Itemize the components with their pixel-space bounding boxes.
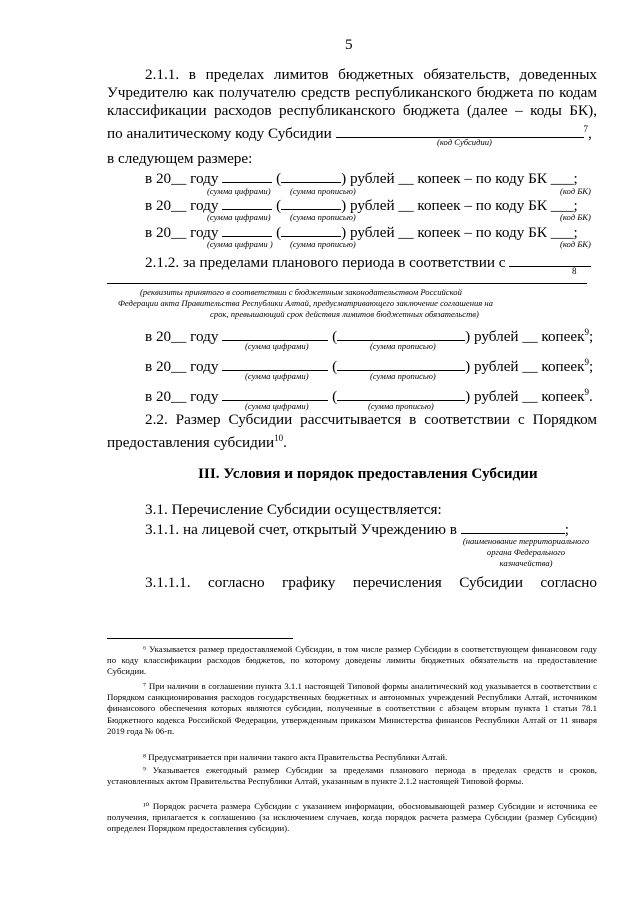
p3111-word: графику bbox=[282, 574, 336, 591]
year-label: в 20__ году bbox=[145, 328, 219, 346]
year-label: в 20__ году bbox=[145, 388, 219, 406]
comma: , bbox=[588, 125, 592, 143]
row-end: ; bbox=[589, 328, 594, 346]
cap-words: (сумма прописью) bbox=[290, 186, 356, 196]
p31: 3.1. Перечисление Субсидии осуществляется: bbox=[145, 501, 442, 518]
cap-bk: (код БК) bbox=[560, 212, 591, 222]
cap-digits: (сумма цифрами) bbox=[245, 371, 309, 381]
p211-line3: классификации расходов республиканского бюджета (далее – коды БК), bbox=[107, 102, 597, 119]
footnote-ref-9: 9 bbox=[584, 357, 590, 367]
treasury-caption-3: казначейства) bbox=[499, 558, 553, 568]
plan-row: в 20__ году ( ) рублей __ копеек$^9$. bbox=[145, 387, 593, 406]
footnote-8: ⁸ Предусматривается при наличии такого акта Правительства Республики Алтай. bbox=[143, 752, 448, 762]
act-caption-1: (реквизиты принятого в соответствии с бюджетным законодательством Российской bbox=[140, 287, 462, 297]
p3111-word: согласно bbox=[208, 574, 265, 591]
words-blank bbox=[337, 326, 465, 341]
p3111-word: Субсидии bbox=[459, 574, 523, 591]
p211-line1: 2.1.1. в пределах лимитов бюджетных обязательств, доведенных bbox=[145, 66, 597, 83]
p22-text: предоставления субсидии bbox=[107, 434, 275, 452]
cap-bk: (код БК) bbox=[560, 186, 591, 196]
digits-blank bbox=[222, 386, 328, 401]
p211-line4-text: по аналитическому коду Субсидии bbox=[107, 125, 332, 143]
cap-words: (сумма прописью) bbox=[370, 341, 436, 351]
year-label: в 20__ году bbox=[145, 170, 219, 187]
act-requisites-line bbox=[107, 283, 587, 284]
rub-text: рублей __ копеек – по коду БК ___; bbox=[349, 197, 578, 214]
amount-row: в 20__ году ( ) рублей __ копеек – по коду БК ___; bbox=[145, 197, 578, 214]
p311-text: 3.1.1. на лицевой счет, открытый Учреждению в bbox=[145, 521, 457, 538]
footnote-ref-10: 10 bbox=[274, 433, 284, 443]
act-blank bbox=[509, 252, 591, 267]
cap-words: (сумма прописью) bbox=[290, 212, 356, 222]
digits-blank bbox=[222, 222, 272, 237]
act-caption-3: срок, превышающий срок действия лимитов бюджетных обязательств) bbox=[210, 309, 479, 319]
p22-line2 bbox=[107, 429, 287, 452]
cap-bk: (код БК) bbox=[560, 239, 591, 249]
act-caption-2: Федерации акта Правительства Республики Алтай, предусматривающего заключение соглашения на bbox=[118, 298, 493, 308]
p3111-word: перечисления bbox=[352, 574, 442, 591]
p212-line bbox=[145, 252, 591, 272]
cap-digits: (сумма цифрами ) bbox=[207, 239, 273, 249]
words-blank bbox=[337, 386, 465, 401]
words-blank bbox=[281, 222, 341, 237]
p211-line4 bbox=[107, 120, 592, 143]
year-label: в 20__ году bbox=[145, 197, 219, 214]
p212-text: 2.1.2. за пределами планового периода в соответствии с bbox=[145, 254, 506, 271]
words-blank bbox=[337, 356, 465, 371]
plan-row: в 20__ году ( ) рублей __ копеек$^9$; bbox=[145, 327, 594, 346]
cap-words: (сумма прописью) bbox=[368, 401, 434, 411]
p211-line5: в следующем размере: bbox=[107, 150, 253, 167]
section-heading: III. Условия и порядок предоставления Субсидии bbox=[198, 465, 538, 482]
rub-text: рублей __ копеек – по коду БК ___; bbox=[349, 170, 578, 187]
footnote-7: ⁷ При наличии в соглашении пункта 3.1.1 настоящей Типовой формы аналитический код указывается в соответствии с Порядком санкционирования расходов государственных бюджетных и автономных учреждений Республики Алтай, источником финансового обеспечения которых являются субсидии, полученные в соответствии с абзацем вторым пункта 1 статьи 78.1 Бюджетного кодекса Российской Федерации, утвержденным приказом Министерства финансов Республики Алтай от 11 января 2019 года № 06-п. bbox=[107, 681, 597, 736]
footnote-ref-7: 7 bbox=[583, 124, 589, 134]
digits-blank bbox=[222, 195, 272, 210]
words-blank bbox=[281, 168, 341, 183]
digits-blank bbox=[222, 168, 272, 183]
p211-line2: Учредителю как получателю средств республиканского бюджета по кодам bbox=[107, 84, 597, 101]
p22-end: . bbox=[283, 434, 287, 452]
cap-digits: (сумма цифрами) bbox=[245, 341, 309, 351]
cap-words: (сумма прописью) bbox=[370, 371, 436, 381]
rub-text: ) рублей __ копеек bbox=[465, 358, 585, 376]
digits-blank bbox=[222, 326, 328, 341]
words-blank bbox=[281, 195, 341, 210]
cap-digits: (сумма цифрами) bbox=[245, 401, 309, 411]
footnote-10: ¹⁰ Порядок расчета размера Субсидии с указанием информации, обосновывающей размер Субсидии и источника ее получения, прилагается к соглашению (за исключением случаев, когда порядок расчета размера Субсидии (размер Субсидии) определен Порядком предоставления субсидии). bbox=[107, 801, 597, 834]
year-label: в 20__ году bbox=[145, 224, 219, 241]
page-number: 5 bbox=[345, 36, 353, 53]
footnote-9: ⁹ Указывается ежегодный размер Субсидии за пределами планового периода в пределах средств и сроков, установленных актом Правительства Республики Алтай, указанным в пункте 2.1.2 настоящей Типовой формы. bbox=[107, 765, 597, 787]
cap-digits: (сумма цифрами) bbox=[207, 186, 271, 196]
footnote-ref-8: 8 bbox=[572, 266, 577, 276]
subsidy-code-caption: (код Субсидии) bbox=[437, 137, 492, 147]
p311-end: ; bbox=[564, 521, 569, 538]
treasury-caption-2: органа Федерального bbox=[486, 547, 566, 557]
year-label: в 20__ году bbox=[145, 358, 219, 376]
amount-row: в 20__ году ( ) рублей __ копеек – по коду БК ___; bbox=[145, 170, 578, 187]
cap-words: (сумма прописью) bbox=[290, 239, 356, 249]
p3111-word: 3.1.1.1. bbox=[145, 574, 191, 591]
rub-text: ) рублей __ копеек bbox=[465, 328, 585, 346]
plan-row: в 20__ году ( ) рублей __ копеек$^9$; bbox=[145, 357, 594, 376]
row-end: ; bbox=[589, 358, 594, 376]
footnote-ref-9: 9 bbox=[584, 327, 590, 337]
cap-digits: (сумма цифрами) bbox=[207, 212, 271, 222]
footnote-ref-9: 9 bbox=[584, 387, 590, 397]
row-end: . bbox=[589, 388, 593, 406]
treasury-blank bbox=[461, 519, 565, 534]
p3111-word: согласно bbox=[540, 574, 597, 591]
treasury-caption-1: (наименование территориального bbox=[462, 536, 590, 546]
subsidy-code-blank bbox=[336, 123, 584, 138]
rub-text: рублей __ копеек – по коду БК ___; bbox=[349, 224, 578, 241]
footnote-6: ⁶ Указывается размер предоставляемой Субсидии, в том числе размер Субсидии в соответствующем финансовом году по коду классификации расходов бюджетов, по которому доведены лимиты бюджетных обязательств на предоставление Субсидии. bbox=[107, 644, 597, 677]
footnote-separator bbox=[107, 638, 293, 639]
p3111 bbox=[145, 574, 597, 592]
p22-line1: 2.2. Размер Субсидии рассчитывается в соответствии с Порядком bbox=[145, 411, 597, 428]
amount-row: в 20__ году ( ) рублей __ копеек – по коду БК ___; bbox=[145, 224, 578, 241]
digits-blank bbox=[222, 356, 328, 371]
rub-text: ) рублей __ копеек bbox=[465, 388, 585, 406]
